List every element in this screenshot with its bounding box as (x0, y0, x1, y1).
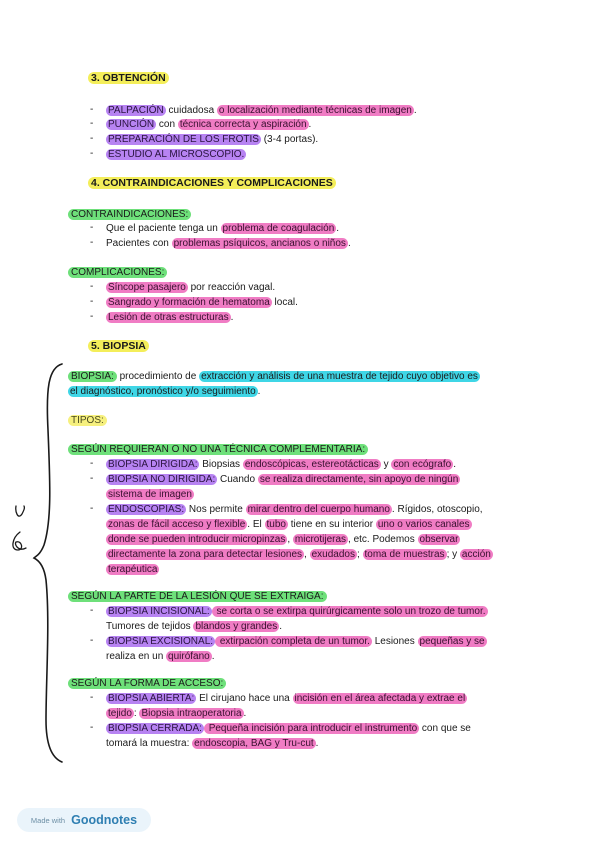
tipos-label: TIPOS: (68, 414, 107, 427)
group-parte-label: SEGÚN LA PARTE DE LA LESIÓN QUE SE EXTRAIGA: (68, 590, 327, 603)
list-item: BIOPSIA NO DIRIGIDA: Cuando se realiza directamente, sin apoyo de ningún (108, 474, 459, 485)
list-item-cont: terapéutica (108, 564, 158, 575)
list-item-cont: zonas de fácil acceso y flexible . El tubo tiene en su interior uno o varios canales (108, 519, 470, 530)
list-item: BIOPSIA CERRADA: Pequeña incisión para introducir el instrumento con que se (108, 723, 471, 734)
list-item: BIOPSIA ABIERTA: El cirujano hace una incisión en el área afectada y extrae el (108, 693, 466, 704)
handwritten-doodle-icon (6, 500, 36, 560)
handdrawn-brace-icon (0, 360, 70, 770)
list-item: Lesión de otras estructuras . (108, 312, 234, 323)
section-title-obtencion: 3. OBTENCIÓN (88, 72, 169, 85)
list-item-cont: tomará la muestra: endoscopia, BAG y Tru-cut . (106, 738, 319, 749)
contraindicaciones-label: CONTRAINDICACIONES: (68, 208, 191, 221)
group-tecnica-label: SEGÚN REQUIERAN O NO UNA TÉCNICA COMPLEMENTARIA: (68, 443, 368, 456)
list-item: Sangrado y formación de hematoma local. (108, 297, 298, 308)
document-page: 3. OBTENCIÓN - PALPACIÓN cuidadosa o localización mediante técnicas de imagen . - PUNCIÓN con técnica correcta y aspiración . - PREPARACIÓN DE LOS FROTIS (3-4 portas). - ESTUDIO AL MICROSCOPIO. 4. CONTRAINDICACIONES Y COMPLICACIONES CONTRAINDICACIONES: - Que el paciente tenga un problema de coagulación . - Pacientes con problemas psíquicos, ancianos o niños . COMPLICACIONES: - Síncope pasajero por reacción vagal. - Sangrado y formación de hematoma local. - Lesión de otras estructuras . 5. BIOPSIA BIOPSIA: procedimiento de extracción y análisis de una muestra de tejido cuyo objetivo es el diagnóstico, pronóstico y/o seguimiento . TIPOS: SEGÚN REQUIERAN O NO UNA TÉCNICA COMPLEMENTARIA: - BIOPSIA DIRIGIDA: Biopsias endoscópicas, estereotácticas y con ecógrafo . - BIOPSIA NO DIRIGIDA: Cuando se realiza directamente, sin apoyo de ningún sistema de imagen - ENDOSCOPIAS: Nos permite mirar dentro del cuerpo humano . Rígidos, otoscopio, zonas de fácil acceso y flexible . El tubo tiene en su interior uno o varios canales donde se pueden introducir micropinzas , microtijeras , etc. Podemos observar directamente la zona para detectar lesiones , exudados ; toma de muestras ; y acción terapéutica SEGÚN LA PARTE DE LA LESIÓN QUE SE EXTRAIGA: - BIOPSIA INCISIONAL: se corta o se extirpa quirúrgicamente solo un trozo de tumor. Tumores de tejidos blandos y grandes . - BIOPSIA EXCISIONAL: extirpación completa de un tumor. Lesiones pequeñas y se realiza en un quirófano . SEGÚN LA FORMA DE ACCESO: - BIOPSIA ABIERTA: El cirujano hace una incisión en el área afectada y extrae el tejido : Biopsia intraoperatoria . - BIOPSIA CERRADA: Pequeña incisión para introducir el instrumento con que se tomará la muestra: endoscopia, BAG y Tru-cut . Made with Goodnotes (0, 0, 600, 848)
list-item: PREPARACIÓN DE LOS FROTIS (3-4 portas). (108, 134, 319, 145)
goodnotes-badge[interactable]: Made with Goodnotes (17, 808, 151, 832)
section-title-contraindicaciones: 4. CONTRAINDICACIONES Y COMPLICACIONES (88, 177, 336, 190)
biopsia-definition-cont: el diagnóstico, pronóstico y/o seguimiento . (70, 386, 261, 397)
complicaciones-label: COMPLICACIONES: (68, 266, 167, 279)
list-item-cont: realiza en un quirófano . (106, 651, 215, 662)
section-title-biopsia: 5. BIOPSIA (88, 340, 149, 353)
list-item: BIOPSIA EXCISIONAL: extirpación completa de un tumor. Lesiones pequeñas y se (108, 636, 485, 647)
list-item-cont: donde se pueden introducir micropinzas , microtijeras , etc. Podemos observar (108, 534, 459, 545)
group-acceso-label: SEGÚN LA FORMA DE ACCESO: (68, 677, 226, 690)
biopsia-definition: BIOPSIA: procedimiento de extracción y análisis de una muestra de tejido cuyo objetivo es (68, 370, 480, 383)
list-item-cont: tejido : Biopsia intraoperatoria . (108, 708, 247, 719)
list-item: ENDOSCOPIAS: Nos permite mirar dentro del cuerpo humano . Rígidos, otoscopio, (108, 504, 483, 515)
list-item: Que el paciente tenga un problema de coagulación . (106, 223, 340, 234)
list-item: ESTUDIO AL MICROSCOPIO. (108, 149, 245, 160)
list-item-cont: directamente la zona para detectar lesiones , exudados ; toma de muestras ; y acción (108, 549, 491, 560)
list-item: PALPACIÓN cuidadosa o localización mediante técnicas de imagen . (108, 105, 417, 116)
list-item: BIOPSIA DIRIGIDA: Biopsias endoscópicas, estereotácticas y con ecógrafo . (108, 459, 456, 470)
list-item: PUNCIÓN con técnica correcta y aspiración . (108, 119, 312, 130)
list-item-cont: Tumores de tejidos blandos y grandes . (106, 621, 282, 632)
list-item-cont: sistema de imagen (108, 489, 192, 500)
list-item: Pacientes con problemas psíquicos, ancianos o niños . (106, 238, 351, 249)
list-item: BIOPSIA INCISIONAL: se corta o se extirpa quirúrgicamente solo un trozo de tumor. (108, 606, 486, 617)
list-item: Síncope pasajero por reacción vagal. (108, 282, 276, 293)
